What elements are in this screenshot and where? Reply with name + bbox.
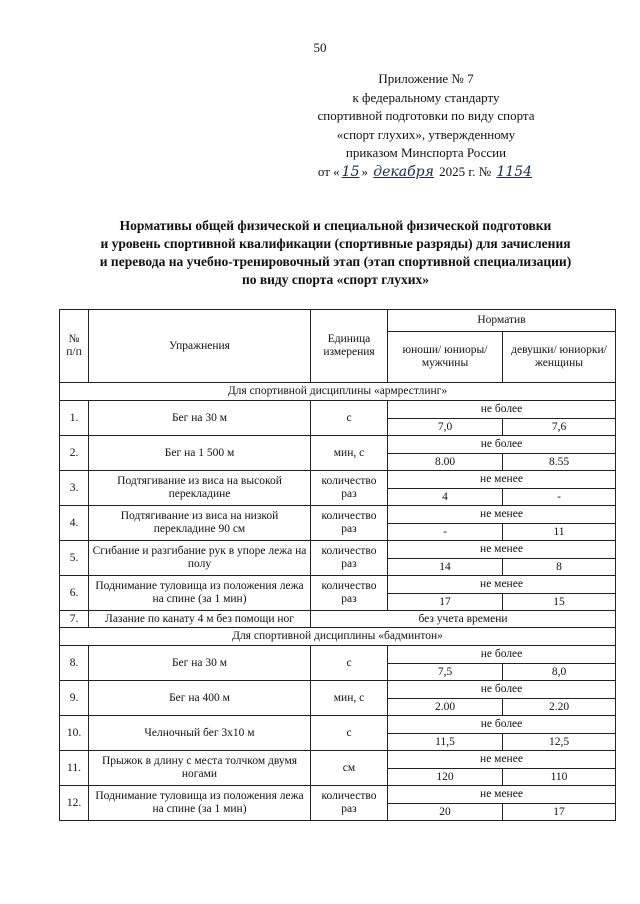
row-condition: не менее	[388, 786, 616, 804]
row-unit: с	[311, 401, 388, 436]
handwritten-doc-number: 1154	[496, 163, 533, 180]
table-row	[60, 471, 616, 489]
row-female-value: 17	[503, 804, 616, 821]
row-num: 12.	[60, 786, 89, 821]
row-condition: не менее	[388, 506, 616, 524]
row-female-value: 12,5	[503, 734, 616, 751]
header-unit: Единица измерения	[311, 310, 388, 383]
row-num: 7.	[60, 611, 89, 628]
row-male-value: 7,0	[388, 419, 503, 436]
row-unit: количество раз	[311, 786, 388, 821]
row-condition: не более	[388, 401, 616, 419]
row-male-value: 4	[388, 489, 503, 506]
date-year: 2025 г. №	[439, 163, 492, 179]
row-condition: не более	[388, 681, 616, 699]
row-condition: не более	[388, 646, 616, 664]
header-exercise: Упражнения	[89, 310, 311, 383]
row-male-value: 8.00	[388, 454, 503, 471]
row-female-value: 15	[503, 594, 616, 611]
section-header: Для спортивной дисциплины «бадминтон»	[60, 628, 616, 646]
table-row	[60, 576, 616, 594]
table-row	[60, 716, 616, 734]
row-exercise: Подтягивание из виса на низкой перекладине 90 см	[89, 506, 311, 541]
appendix-date-line	[276, 163, 576, 182]
table-row	[60, 541, 616, 559]
title-line: по виду спорта «спорт глухих»	[241, 272, 430, 287]
handwritten-month: декабря	[373, 163, 434, 180]
row-exercise: Лазание по канату 4 м без помощи ног	[89, 611, 311, 628]
row-female-value: 2.20	[503, 699, 616, 716]
row-female-value: -	[503, 489, 616, 506]
row-condition: не более	[388, 716, 616, 734]
row-exercise: Поднимание туловища из положения лежа на спине (за 1 мин)	[89, 786, 311, 821]
row-exercise: Сгибание и разгибание рук в упоре лежа на полу	[89, 541, 311, 576]
title-line: и перевода на учебно-тренировочный этап (этап спортивной специализации)	[99, 254, 572, 269]
row-merged-norm: без учета времени	[311, 611, 616, 628]
row-exercise: Поднимание туловища из положения лежа на спине (за 1 мин)	[89, 576, 311, 611]
appendix-line: приказом Минспорта России	[345, 145, 507, 160]
row-female-value: 8	[503, 559, 616, 576]
row-exercise: Бег на 30 м	[89, 646, 311, 681]
row-unit: количество раз	[311, 576, 388, 611]
table-row	[60, 506, 616, 524]
row-male-value: 17	[388, 594, 503, 611]
row-female-value: 8,0	[503, 664, 616, 681]
row-num: 8.	[60, 646, 89, 681]
row-female-value: 11	[503, 524, 616, 541]
appendix-line: Приложение № 7	[378, 71, 474, 86]
row-female-value: 7,6	[503, 419, 616, 436]
row-unit: мин, с	[311, 436, 388, 471]
header-male: юноши/ юниоры/ мужчины	[388, 332, 503, 383]
appendix-line: «спорт глухих», утвержденному	[336, 126, 516, 142]
header-norm: Норматив	[388, 310, 616, 332]
row-exercise: Бег на 30 м	[89, 401, 311, 436]
row-female-value: 110	[503, 769, 616, 786]
section-header: Для спортивной дисциплины «армрестлинг»	[60, 383, 616, 401]
row-male-value: 11,5	[388, 734, 503, 751]
row-unit: количество раз	[311, 541, 388, 576]
row-exercise: Челночный бег 3х10 м	[89, 716, 311, 751]
row-num: 4.	[60, 506, 89, 541]
row-num: 3.	[60, 471, 89, 506]
norms-table	[59, 309, 616, 821]
row-num: 11.	[60, 751, 89, 786]
row-unit: количество раз	[311, 506, 388, 541]
row-num: 2.	[60, 436, 89, 471]
row-num: 10.	[60, 716, 89, 751]
date-mid: »	[361, 163, 368, 179]
date-prefix: от «	[317, 163, 340, 179]
table-row	[60, 611, 616, 628]
row-exercise: Бег на 1 500 м	[89, 436, 311, 471]
table-row	[60, 786, 616, 804]
page-number: 50	[313, 40, 327, 55]
row-num: 1.	[60, 401, 89, 436]
table-row	[60, 401, 616, 419]
row-condition: не более	[388, 436, 616, 454]
appendix-line: к федеральному стандарту	[352, 89, 500, 105]
row-condition: не менее	[388, 541, 616, 559]
table-row	[60, 751, 616, 769]
row-exercise: Прыжок в длину с места толчком двумя ногами	[89, 751, 311, 786]
row-num: 9.	[60, 681, 89, 716]
table-row	[60, 436, 616, 454]
row-unit: мин, с	[311, 681, 388, 716]
header-female: девушки/ юниорки/ женщины	[503, 332, 616, 383]
row-condition: не менее	[388, 576, 616, 594]
row-male-value: -	[388, 524, 503, 541]
title-line: Нормативы общей физической и специальной физической подготовки	[119, 218, 552, 233]
row-unit: с	[311, 716, 388, 751]
document-title	[58, 217, 613, 289]
row-unit: см	[311, 751, 388, 786]
row-female-value: 8.55	[503, 454, 616, 471]
row-exercise: Подтягивание из виса на высокой перекладине	[89, 471, 311, 506]
table-row	[60, 681, 616, 699]
row-male-value: 14	[388, 559, 503, 576]
handwritten-day: 15	[341, 163, 360, 180]
row-condition: не менее	[388, 471, 616, 489]
header-num: № п/п	[60, 310, 89, 383]
title-line: и уровень спортивной квалификации (спортивные разряды) для зачисления	[100, 236, 571, 251]
row-unit: количество раз	[311, 471, 388, 506]
row-male-value: 120	[388, 769, 503, 786]
row-male-value: 20	[388, 804, 503, 821]
table-row	[60, 646, 616, 664]
row-num: 6.	[60, 576, 89, 611]
row-exercise: Бег на 400 м	[89, 681, 311, 716]
row-male-value: 2.00	[388, 699, 503, 716]
row-condition: не менее	[388, 751, 616, 769]
appendix-header	[276, 70, 576, 181]
appendix-line: спортивной подготовки по виду спорта	[317, 108, 535, 123]
row-male-value: 7,5	[388, 664, 503, 681]
row-num: 5.	[60, 541, 89, 576]
row-unit: с	[311, 646, 388, 681]
